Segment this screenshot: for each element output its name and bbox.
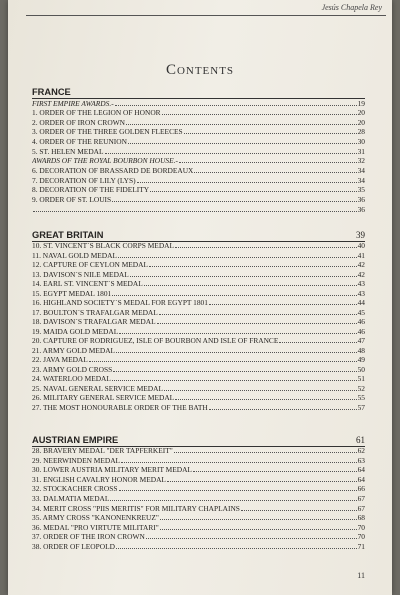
toc-entry-page: 45 — [357, 307, 365, 317]
toc-entry-page: 48 — [357, 345, 365, 355]
toc-entry-label: 7. DECORATION OF LILY (LYS) — [32, 175, 136, 185]
toc-entry-label: 12. CAPTURE OF CEYLON MEDAL — [32, 260, 148, 269]
dot-leader — [149, 265, 357, 267]
section-page-number: 39 — [356, 230, 365, 240]
toc-entry-label: 23. ARMY GOLD CROSS — [32, 364, 113, 374]
toc-entry-page: 44 — [357, 298, 365, 307]
dot-leader — [116, 547, 357, 549]
toc-entry-page: 20 — [357, 117, 365, 127]
toc-entry-page: 32 — [357, 156, 365, 166]
toc-entry-page: 20 — [357, 108, 365, 118]
dot-leader — [144, 284, 357, 286]
toc-entry-page: 64 — [357, 474, 365, 484]
toc-entry-page: 47 — [357, 336, 365, 345]
dot-leader — [128, 142, 357, 144]
toc-entry-page: 49 — [357, 355, 365, 364]
toc-entry-page: 35 — [357, 185, 365, 195]
toc-entry-page: 67 — [357, 503, 365, 513]
toc-entry — [32, 355, 365, 364]
dot-leader — [241, 509, 357, 511]
dot-leader — [112, 200, 356, 202]
toc-entry-page: 42 — [357, 269, 365, 279]
dot-leader — [115, 104, 357, 106]
toc-entry-page: 67 — [357, 494, 365, 503]
toc-entry-page: 19 — [357, 98, 365, 108]
toc-entry-label: 30. LOWER AUSTRIA MILITARY MERIT MEDAL — [32, 465, 192, 475]
toc-entry-label: 36. MEDAL "PRO VIRTUTE MILITARI" — [32, 522, 159, 532]
toc-entry-label: 32. STOCKACHER CROSS — [32, 484, 118, 494]
toc-entry-label: 27. THE MOST HONOURABLE ORDER OF THE BATH — [32, 402, 208, 412]
toc-entry-label: 24. WATERLOO MEDAL — [32, 374, 111, 383]
dot-leader — [118, 256, 357, 258]
toc-entry-page: 55 — [357, 393, 365, 402]
toc-entry-label: 10. ST. VINCENT´S BLACK CORPS MEDAL — [32, 241, 175, 250]
toc-entry — [32, 374, 365, 383]
toc-entry-page: 66 — [357, 484, 365, 494]
toc-entry-page: 43 — [357, 288, 365, 298]
dot-leader — [179, 161, 357, 163]
toc-entry — [32, 251, 365, 260]
toc-entry-label: 38. ORDER OF LEOPOLD — [32, 542, 115, 551]
toc-entry — [32, 365, 365, 374]
toc-entry — [32, 137, 365, 146]
toc-entry-page: 68 — [357, 513, 365, 523]
toc-entry — [32, 279, 365, 288]
dot-leader — [113, 370, 356, 372]
dot-leader — [160, 528, 357, 530]
toc-entry — [32, 270, 365, 279]
toc-entry — [32, 108, 365, 117]
dot-leader — [167, 480, 357, 482]
toc-entry — [32, 403, 365, 412]
toc-entry-label: 6. DECORATION OF BRASSARD DE BORDEAUX — [32, 166, 194, 176]
toc-entry — [32, 523, 365, 532]
toc-entry-label: 22. JAVA MEDAL — [32, 355, 88, 364]
dot-leader — [33, 210, 357, 212]
dot-leader — [150, 190, 357, 192]
toc-entry-page: 36 — [357, 195, 365, 204]
toc-entry-page: 40 — [357, 241, 365, 250]
toc-entry-label: 3. ORDER OF THE THREE GOLDEN FLEECES — [32, 127, 183, 137]
toc-entry-page: 36 — [357, 204, 365, 214]
toc-entry — [32, 542, 365, 551]
book-page — [8, 0, 392, 595]
toc-entry — [32, 308, 365, 317]
toc-entry — [32, 446, 365, 455]
toc-entry-label: 16. HIGHLAND SOCIETY´S MEDAL FOR EGYPT 1801 — [32, 298, 208, 307]
section-title-text: GREAT BRITAIN — [32, 230, 104, 240]
toc-entry — [32, 156, 365, 165]
toc-entry — [32, 118, 365, 127]
toc-entry-page: 51 — [357, 374, 365, 383]
toc-entry-label: 8. DECORATION OF THE FIDELITY — [32, 185, 150, 195]
toc-entry-label: 20. CAPTURE OF RODRIGUEZ, ISLE OF BOURBON AND ISLE OF FRANCE — [32, 336, 279, 345]
dot-leader — [279, 341, 356, 343]
dot-leader — [194, 171, 356, 173]
toc-entry-page: 46 — [357, 317, 365, 326]
toc-entry-label: 14. EARL ST. VINCENT´S MEDAL — [32, 279, 143, 288]
dot-leader — [159, 313, 357, 315]
toc-entry-page: 31 — [357, 146, 365, 156]
toc-entry-label: 15. EGYPT MEDAL 1801 — [32, 288, 112, 298]
toc-entry — [32, 346, 365, 355]
toc-entry — [32, 166, 365, 175]
dot-leader — [137, 181, 357, 183]
dot-leader — [110, 499, 356, 501]
dot-leader — [174, 451, 357, 453]
toc-entry-page: 30 — [357, 137, 365, 147]
toc-entry-page: 34 — [357, 166, 365, 176]
toc-entry-label: 34. MERIT CROSS "PIIS MERITIS" FOR MILITARY CHAPLAINS — [32, 503, 240, 513]
running-head: Jesús Chapela Rey — [321, 3, 382, 12]
toc-entry-page: 50 — [357, 364, 365, 374]
toc-entry-page: 42 — [357, 260, 365, 269]
toc-entry-label: 21. ARMY GOLD MEDAL — [32, 345, 116, 355]
toc-entry-label: 17. BOULTON´S TRAFALGAR MEDAL — [32, 307, 158, 317]
toc-entry-page: 70 — [357, 532, 365, 542]
toc-entry — [32, 456, 365, 465]
toc-entry-label: 37. ORDER OF THE IRON CROWN — [32, 532, 145, 542]
toc-entry-label: 13. DAVISON´S NILE MEDAL — [32, 269, 129, 279]
toc-entry-label: 4. ORDER OF THE REUNION — [32, 137, 127, 147]
toc-entry-page: 52 — [357, 383, 365, 393]
toc-entry-label: FIRST EMPIRE AWARDS.- — [32, 98, 114, 108]
dot-leader — [116, 351, 357, 353]
dot-leader — [175, 246, 357, 248]
dot-leader — [164, 389, 357, 391]
toc-entry — [32, 317, 365, 326]
page-number: 11 — [357, 571, 365, 580]
toc-entry-label: 19. MAIDA GOLD MEDAL — [32, 326, 119, 336]
toc-entry-page: 64 — [357, 465, 365, 475]
toc-entry — [32, 147, 365, 156]
dot-leader — [209, 408, 357, 410]
toc-entry — [32, 185, 365, 194]
toc-entry — [32, 260, 365, 269]
toc-entry — [32, 393, 365, 402]
toc-entry-label: 31. ENGLISH CAVALRY HONOR MEDAL — [32, 474, 166, 484]
toc-entry-label: AWARDS OF THE ROYAL BOURBON HOUSE.- — [32, 156, 178, 166]
dot-leader — [146, 537, 357, 539]
section-title — [32, 86, 365, 99]
toc-entry — [32, 484, 365, 493]
toc-entry — [32, 99, 365, 108]
toc-entry — [32, 195, 365, 204]
dot-leader — [112, 294, 356, 296]
toc-entry-label: 25. NAVAL GENERAL SERVICE MEDAL — [32, 383, 163, 393]
toc-entry — [32, 475, 365, 484]
dot-leader — [157, 322, 357, 324]
toc-entry-page: 46 — [357, 326, 365, 336]
toc-entry-page: 62 — [357, 446, 365, 455]
dot-leader — [162, 113, 357, 115]
toc-entry — [32, 327, 365, 336]
toc-entry-page: 70 — [357, 522, 365, 532]
section-page-number: 61 — [356, 435, 365, 445]
toc-entry — [32, 532, 365, 541]
dot-leader — [119, 332, 356, 334]
toc-entry-label: 29. NEERWINDEN MEDAL — [32, 455, 121, 465]
dot-leader — [121, 461, 357, 463]
toc-entry — [32, 336, 365, 345]
page-title: Contents — [165, 62, 235, 78]
toc-entry-page: 71 — [357, 542, 365, 551]
dot-leader — [89, 360, 357, 362]
toc-entry — [32, 127, 365, 136]
dot-leader — [119, 489, 357, 491]
toc-entry-page: 43 — [357, 279, 365, 288]
toc-entry-label: 28. BRAVERY MEDAL "DER TAPFERKEIT" — [32, 446, 173, 455]
toc-entry-label: 35. ARMY CROSS "KANONENKREUZ" — [32, 513, 159, 523]
toc-entry-page: 63 — [357, 455, 365, 465]
toc-entry — [32, 384, 365, 393]
toc-entry — [32, 298, 365, 307]
toc-entry-page: 34 — [357, 175, 365, 185]
toc-entry-label: 11. NAVAL GOLD MEDAL — [32, 250, 117, 260]
section-title-text: AUSTRIAN EMPIRE — [32, 435, 119, 445]
toc-entry-label: 9. ORDER OF ST. LOUIS — [32, 195, 112, 204]
dot-leader — [130, 275, 357, 277]
toc-entry-label: 2. ORDER OF IRON CROWN — [32, 117, 126, 127]
dot-leader — [193, 470, 357, 472]
toc-entry — [32, 241, 365, 250]
toc-entry — [32, 494, 365, 503]
toc-entry-label: 5. ST. HELEN MEDAL — [32, 146, 104, 156]
toc-entry — [32, 176, 365, 185]
toc-entry — [32, 504, 365, 513]
dot-leader — [209, 303, 357, 305]
toc-entry-page: 41 — [357, 250, 365, 260]
toc-entry-label: 18. DAVISON´S TRAFALGAR MEDAL — [32, 317, 156, 326]
toc-entry — [32, 513, 365, 522]
toc-entry-page: 28 — [357, 127, 365, 137]
dot-leader — [160, 518, 357, 520]
toc-entry-label: 33. DALMATIA MEDAL — [32, 494, 110, 503]
dot-leader — [175, 398, 356, 400]
dot-leader — [105, 152, 357, 154]
toc-entry — [32, 205, 365, 214]
header-rule — [26, 15, 386, 16]
dot-leader — [184, 132, 357, 134]
toc-entry-label: 1. ORDER OF THE LEGION OF HONOR — [32, 108, 161, 118]
dot-leader — [112, 379, 357, 381]
toc-entry — [32, 465, 365, 474]
toc-entry — [32, 289, 365, 298]
toc-entry-label: 26. MILITARY GENERAL SERVICE MEDAL — [32, 393, 175, 402]
dot-leader — [126, 123, 357, 125]
section-title-text: FRANCE — [32, 87, 71, 97]
toc-entry-page: 57 — [357, 402, 365, 412]
